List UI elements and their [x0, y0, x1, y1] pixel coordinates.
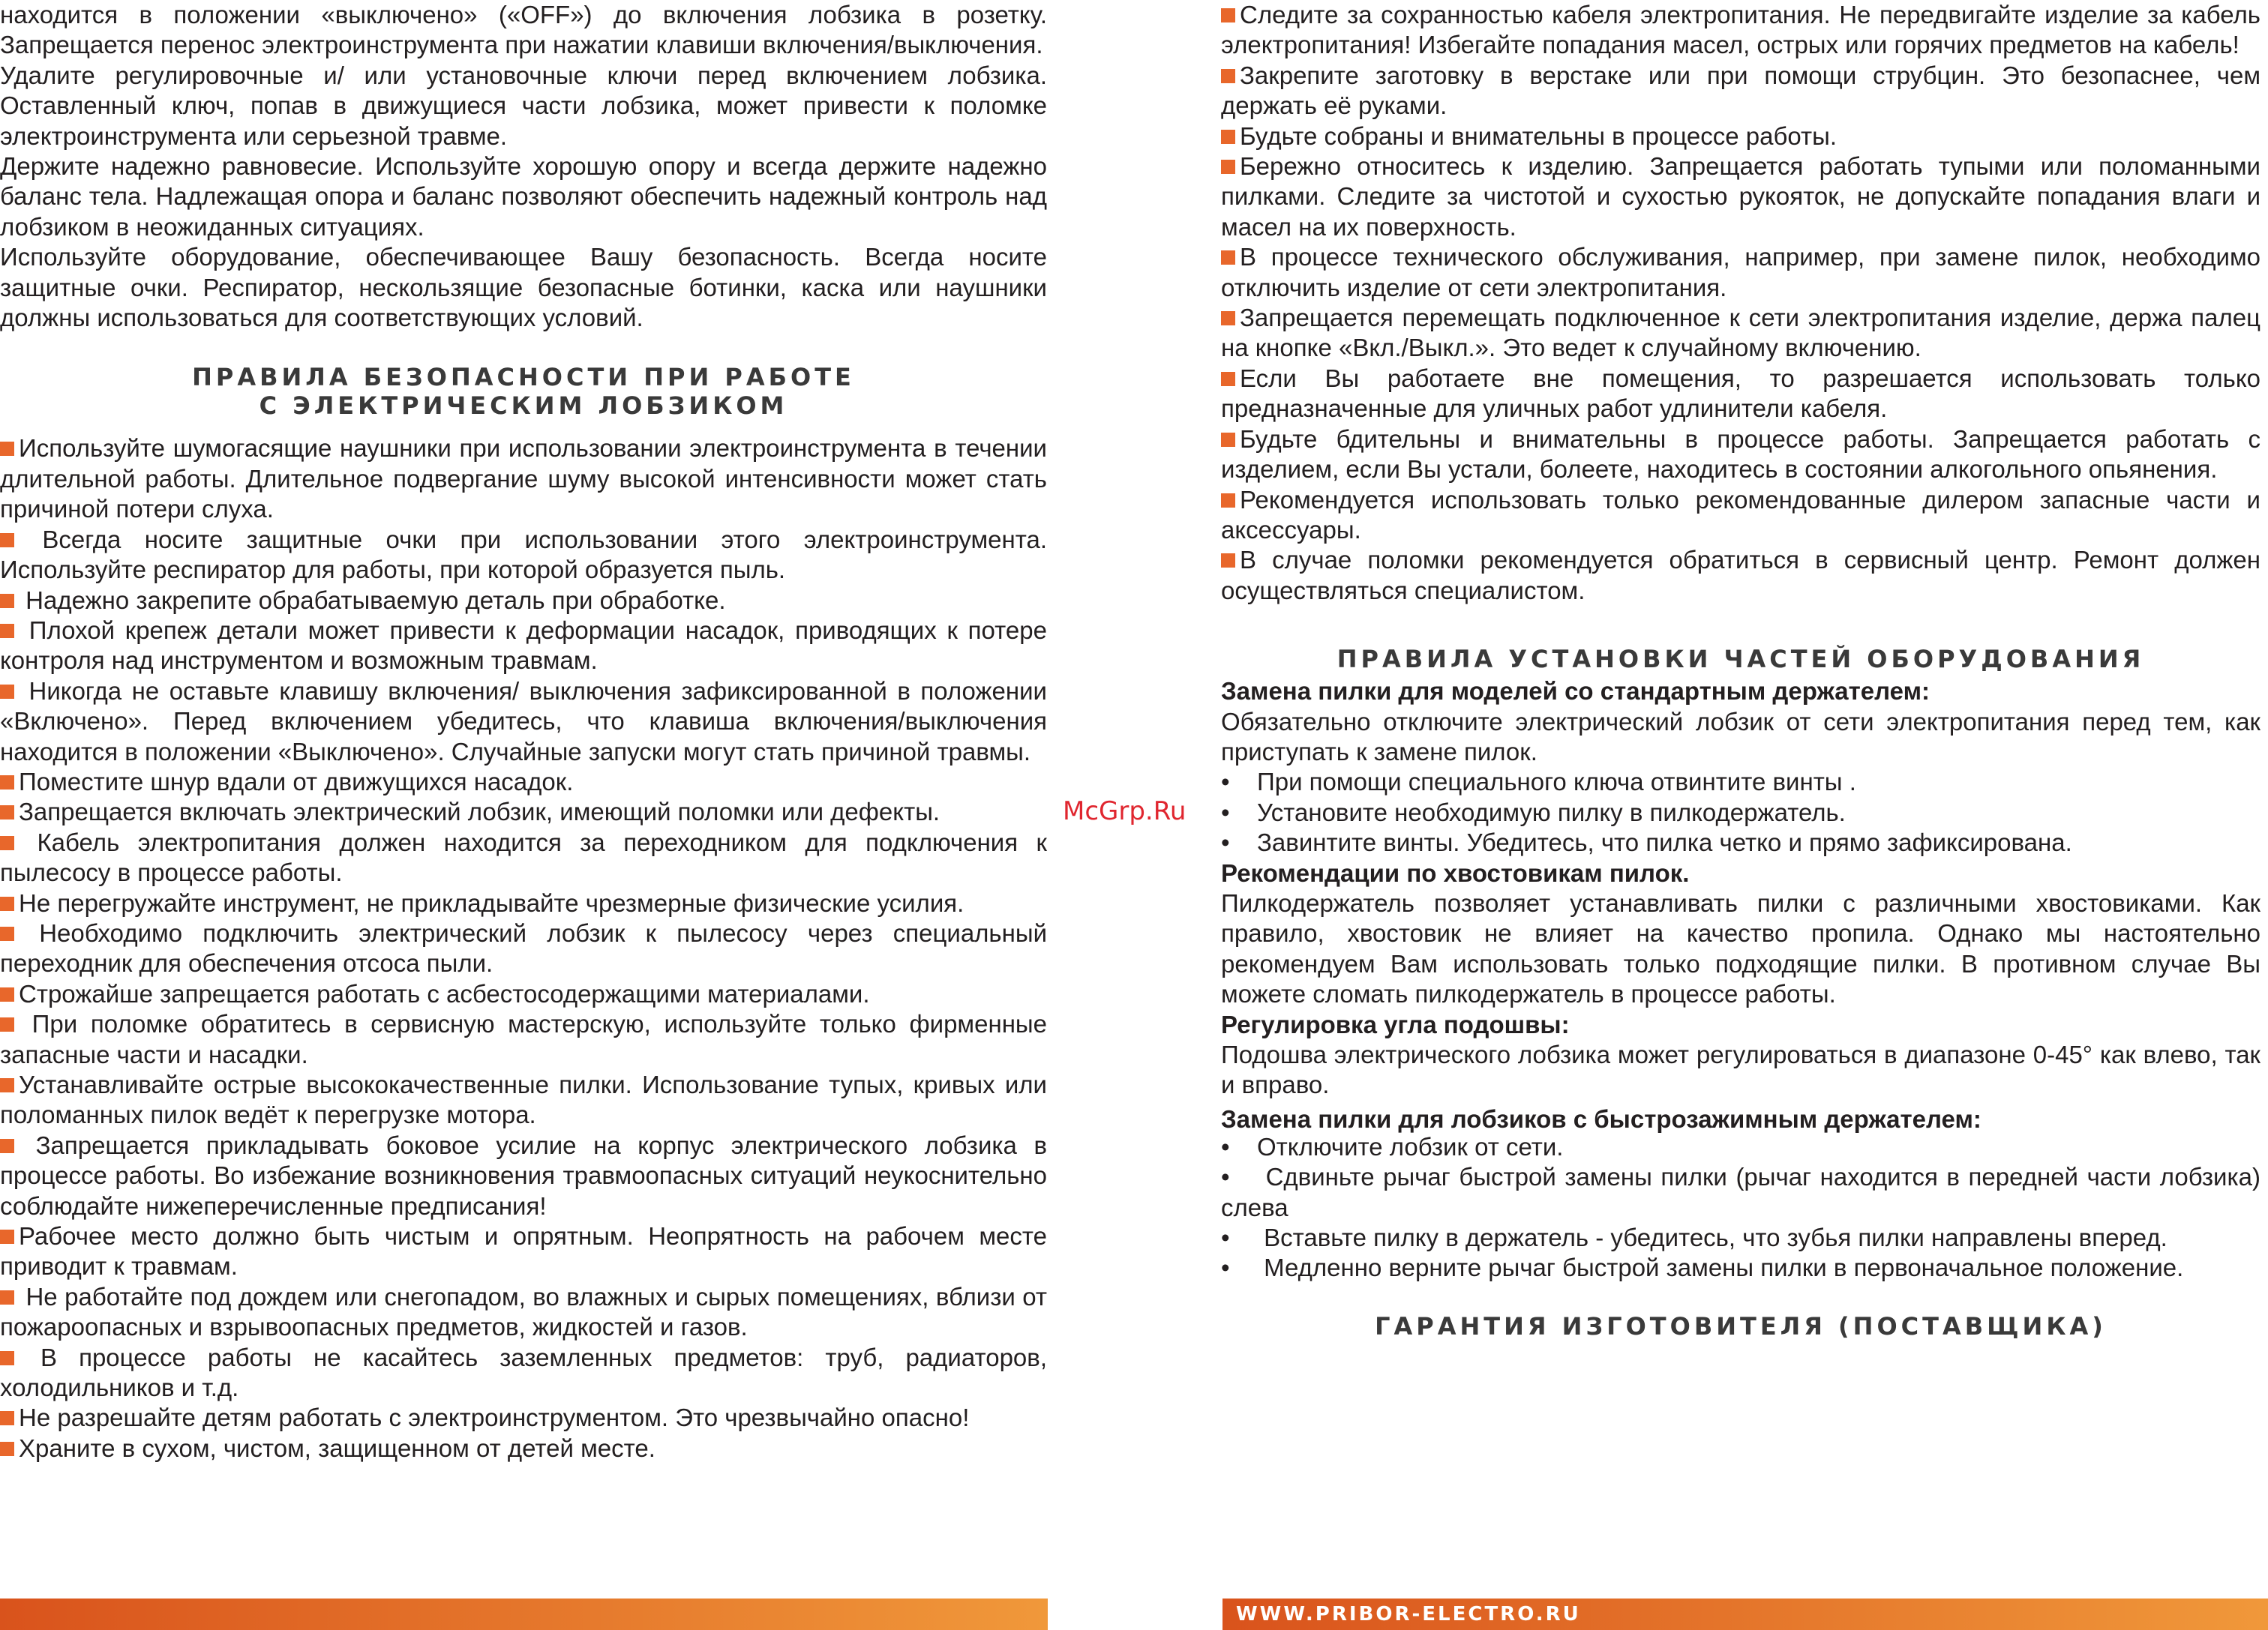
rule-text: Рекомендуется использовать только рекомендованные дилером запасные части и аксессуары.: [1221, 485, 2260, 544]
rule-text: Строжайше запрещается работать с асбестосодержащими материалами.: [19, 979, 870, 1008]
rule-text: Никогда не оставьте клавишу включения/ выключения зафиксированной в положении «Включено». Перед включением убедитесь, что клавиша включения/выключения находится в положении «Выключено». Случайные запуски могут стать причиной травмы.: [0, 676, 1047, 766]
intro-paragraph: Используйте оборудование, обеспечивающее Вашу безопасность. Всегда носите защитные очки. Респиратор, нескользящие безопасные ботинки, каска или наушники должны использоваться для соответствующих условий.: [0, 243, 1047, 332]
rule-item: [0, 1221, 1047, 1282]
bullet-dot-icon: •: [1221, 828, 1230, 857]
section-title-standard-holder: Замена пилки для моделей со стандартным держателем:: [1221, 677, 1930, 706]
rule-text: Устанавливайте острые высококачественные пилки. Использование тупых, кривых или поломанных пилок ведёт к перегрузке мотора.: [0, 1071, 1047, 1129]
rule-item: [1221, 424, 2260, 485]
section-title-quick-holder: Замена пилки для лобзиков с быстрозажимным держателем:: [1221, 1104, 1982, 1133]
rule-item: [0, 828, 1047, 888]
footer-bar-left: [0, 1599, 1048, 1630]
rule-item: [0, 616, 1047, 676]
rule-item: [1221, 61, 2260, 121]
rule-text: Всегда носите защитные очки при использовании этого электроинструмента. Используйте респиратор для работы, при которой образуется пыль.: [0, 525, 1047, 584]
bullet-text: Медленно верните рычаг быстрой замены пилки в первоначальное положение.: [1257, 1254, 2184, 1282]
square-bullet-icon: [1221, 433, 1235, 447]
bullet-dot-icon: •: [1221, 1254, 1230, 1282]
rule-item: [0, 767, 1047, 797]
square-bullet-icon: [0, 927, 14, 941]
rule-text: Бережно относитесь к изделию. Запрещается работать тупыми или поломанными пилками. Следите за чистотой и сухостью рукояток, не допускайте попадания влаги и масел на их поверхность.: [1221, 152, 2260, 241]
square-bullet-icon: [0, 1017, 14, 1032]
rule-text: Не разрешайте детям работать с электроинструментом. Это чрезвычайно опасно!: [19, 1404, 970, 1432]
bullet-dot-icon: •: [1221, 768, 1230, 796]
safety-heading-line2: С ЭЛЕКТРИЧЕСКИМ ЛОБЗИКОМ: [259, 391, 788, 421]
rule-text: Следите за сохранностью кабеля электропитания. Не передвигайте изделие за кабель электропитания! Избегайте попадания масел, острых или горячих предметов на кабель!: [1221, 1, 2260, 59]
bullet-text: Установите необходимую пилку в пилкодержатель.: [1257, 798, 1846, 826]
square-bullet-icon: [0, 1230, 14, 1244]
square-bullet-icon: [0, 987, 14, 1002]
footer-website-link[interactable]: WWW.PRIBOR-ELECTRO.RU: [1236, 1603, 1581, 1626]
square-bullet-icon: [0, 897, 14, 911]
rule-text: Используйте шумогасящие наушники при использовании электроинструмента в течении длительной работы. Длительное подвергание шуму высокой интенсивности может стать причиной потери слуха.: [0, 434, 1047, 523]
rule-item: [1221, 303, 2260, 364]
bullet-dot-icon: •: [1221, 798, 1230, 826]
rule-text: Запрещается прикладывать боковое усилие на корпус электрического лобзика в процессе работы. Во избежание возникновения травмоопасных ситуаций неукоснительно соблюдайте нижеперечисленные предписания!: [0, 1131, 1047, 1220]
bullet-item: [1221, 1162, 2260, 1223]
square-bullet-icon: [1221, 130, 1235, 144]
rule-text: Если Вы работаете вне помещения, то разрешается использовать только предназначенные для уличных работ удлинители кабеля.: [1221, 364, 2260, 423]
bullet-list-standard-holder: [1221, 767, 2260, 858]
square-bullet-icon: [0, 805, 14, 819]
rule-item: [1221, 364, 2260, 424]
rule-item: [0, 888, 1047, 918]
section-title-sole-angle: Регулировка угла подошвы:: [1221, 1010, 1570, 1038]
section-text-sole-angle: Подошва электрического лобзика может регулироваться в диапазоне 0-45° как влево, так и вправо.: [1221, 1041, 2260, 1099]
square-bullet-icon: [1221, 8, 1235, 22]
rule-text: Не перегружайте инструмент, не прикладывайте чрезмерные физические усилия.: [19, 888, 964, 917]
rule-text: Необходимо подключить электрический лобзик к пылесосу через специальный переходник для обеспечения отсоса пыли.: [0, 918, 1047, 978]
rule-item: [0, 1403, 1047, 1433]
warranty-heading: ГАРАНТИЯ ИЗГОТОВИТЕЛЯ (ПОСТАВЩИКА): [1375, 1311, 2107, 1341]
square-bullet-icon: [1221, 553, 1235, 568]
rule-item: [1221, 151, 2260, 242]
bullet-dot-icon: •: [1221, 1132, 1230, 1161]
section-title-shanks: Рекомендации по хвостовикам пилок.: [1221, 858, 1690, 887]
safety-rules-list: [0, 433, 1047, 1464]
bullet-item: [1221, 1132, 2260, 1162]
bullet-text: Отключите лобзик от сети.: [1257, 1132, 1564, 1161]
square-bullet-icon: [1221, 69, 1235, 83]
square-bullet-icon: [0, 685, 14, 699]
rule-text: Рабочее место должно быть чистым и опрятным. Неопрятность на рабочем месте приводит к травмам.: [0, 1222, 1047, 1281]
square-bullet-icon: [0, 775, 14, 790]
bullet-dot-icon: •: [1221, 1224, 1230, 1252]
rule-item: [1221, 242, 2260, 303]
rule-text: Будьте собраны и внимательны в процессе работы.: [1240, 121, 1837, 150]
rule-text: Храните в сухом, чистом, защищенном от детей месте.: [19, 1434, 656, 1462]
bullet-item: [1221, 1223, 2260, 1253]
square-bullet-icon: [0, 1442, 14, 1456]
safety-heading-line1: ПРАВИЛА БЕЗОПАСНОСТИ ПРИ РАБОТЕ: [192, 363, 855, 392]
watermark-text: McGrp.Ru: [1063, 796, 1186, 826]
rule-item: [1221, 545, 2260, 606]
intro-paragraph: Удалите регулировочные и/ или установочные ключи перед включением лобзика. Оставленный ключ, попав в движущиеся части лобзика, может привести к поломке электроинструмента или серьезной травме.: [0, 61, 1047, 150]
rule-item: [0, 1131, 1047, 1221]
square-bullet-icon: [0, 1411, 14, 1425]
square-bullet-icon: [0, 1351, 14, 1365]
rule-item: [0, 1343, 1047, 1404]
square-bullet-icon: [0, 594, 14, 608]
bullet-item: [1221, 767, 2260, 797]
rule-item: [0, 1434, 1047, 1464]
rule-text: В процессе технического обслуживания, например, при замене пилок, необходимо отключить изделие от сети электропитания.: [1221, 243, 2260, 301]
bullet-item: [1221, 798, 2260, 828]
rule-text: Не работайте под дождем или снегопадом, во влажных и сырых помещениях, вблизи от пожароопасных и взрывоопасных предметов, жидкостей и газов.: [0, 1282, 1047, 1341]
rule-item: [0, 797, 1047, 827]
intro-paragraph: Держите надежно равновесие. Используйте хорошую опору и всегда держите надежно баланс тела. Надлежащая опора и баланс позволяют обеспечить надежный контроль над лобзиком в неожиданных ситуациях.: [0, 152, 1047, 241]
installation-heading: ПРАВИЛА УСТАНОВКИ ЧАСТЕЙ ОБОРУДОВАНИЯ: [1336, 645, 2145, 674]
square-bullet-icon: [0, 442, 14, 456]
square-bullet-icon: [1221, 372, 1235, 386]
rule-item: [0, 525, 1047, 586]
rule-text: Поместите шнур вдали от движущихся насадок.: [19, 767, 574, 796]
rule-text: Запрещается включать электрический лобзик, имеющий поломки или дефекты.: [19, 798, 940, 826]
bullet-text: Завинтите винты. Убедитесь, что пилка четко и прямо зафиксирована.: [1257, 828, 2072, 857]
square-bullet-icon: [0, 1078, 14, 1092]
square-bullet-icon: [0, 836, 14, 850]
bullet-item: [1221, 828, 2260, 858]
rule-item: [0, 676, 1047, 767]
right-rules-list: [1221, 0, 2260, 606]
rule-item: [0, 918, 1047, 979]
rule-item: [0, 433, 1047, 524]
square-bullet-icon: [0, 533, 14, 547]
square-bullet-icon: [0, 1139, 14, 1153]
rule-item: [0, 1070, 1047, 1131]
rule-item: [0, 586, 1047, 616]
rule-item: [0, 979, 1047, 1009]
rule-text: В случае поломки рекомендуется обратиться в сервисный центр. Ремонт должен осуществляться специалистом.: [1221, 546, 2260, 604]
rule-text: При поломке обратитесь в сервисную мастерскую, используйте только фирменные запасные части и насадки.: [0, 1010, 1047, 1068]
bullet-dot-icon: •: [1221, 1163, 1230, 1191]
bullet-text: Вставьте пилку в держатель - убедитесь, что зубья пилки направлены вперед.: [1257, 1224, 2168, 1252]
bullet-text: Сдвиньте рычаг быстрой замены пилки (рычаг находится в передней части лобзика) слева: [1221, 1163, 2260, 1221]
rule-item: [1221, 121, 2260, 151]
bullet-list-quick-holder: [1221, 1132, 2260, 1284]
rule-text: Кабель электропитания должен находится за переходником для подключения к пылесосу в процессе работы.: [0, 828, 1047, 887]
intro-paragraph: находится в положении «выключено» («OFF») до включения лобзика в розетку. Запрещается перенос электроинструмента при нажатии клавиши включения/выключения.: [0, 1, 1047, 59]
rule-text: Будьте бдительны и внимательны в процессе работы. Запрещается работать с изделием, если Вы устали, болеете, находитесь в состоянии алкогольного опьянения.: [1221, 424, 2260, 484]
square-bullet-icon: [0, 1290, 14, 1305]
section-text-shanks: Пилкодержатель позволяет устанавливать пилки с различными хвостовиками. Как правило, хвостовик не влияет на качество пропила. Однако мы настоятельно рекомендуем Вам использовать только подходящие пилки. В противном случае Вы можете сломать пилкодержатель в процессе работы.: [1221, 888, 2260, 1008]
rule-item: [0, 1282, 1047, 1343]
square-bullet-icon: [1221, 250, 1235, 265]
square-bullet-icon: [1221, 160, 1235, 174]
bullet-item: [1221, 1253, 2260, 1283]
square-bullet-icon: [0, 624, 14, 638]
rule-text: Запрещается перемещать подключенное к сети электропитания изделие, держа палец на кнопке «Вкл./Выкл.». Это ведет к случайному включению.: [1221, 304, 2260, 362]
square-bullet-icon: [1221, 311, 1235, 325]
bullet-text: При помощи специального ключа отвинтите винты .: [1257, 768, 1856, 796]
rule-item: [1221, 485, 2260, 546]
rule-item: [0, 1009, 1047, 1070]
rule-text: В процессе работы не касайтесь заземленных предметов: труб, радиаторов, холодильников и т.д.: [0, 1343, 1047, 1402]
rule-text: Надежно закрепите обрабатываемую деталь при обработке.: [19, 586, 726, 614]
rule-item: [1221, 0, 2260, 61]
square-bullet-icon: [1221, 493, 1235, 508]
section-text-standard-holder: Обязательно отключите электрический лобзик от сети электропитания перед тем, как приступать к замене пилок.: [1221, 707, 2260, 766]
left-column: [0, 0, 1047, 1464]
rule-text: Плохой крепеж детали может привести к деформации насадок, приводящих к потере контроля над инструментом и возможным травмам.: [0, 616, 1047, 675]
right-column: [1221, 0, 2260, 1341]
rule-text: Закрепите заготовку в верстаке или при помощи струбцин. Это безопаснее, чем держать её руками.: [1221, 61, 2260, 120]
